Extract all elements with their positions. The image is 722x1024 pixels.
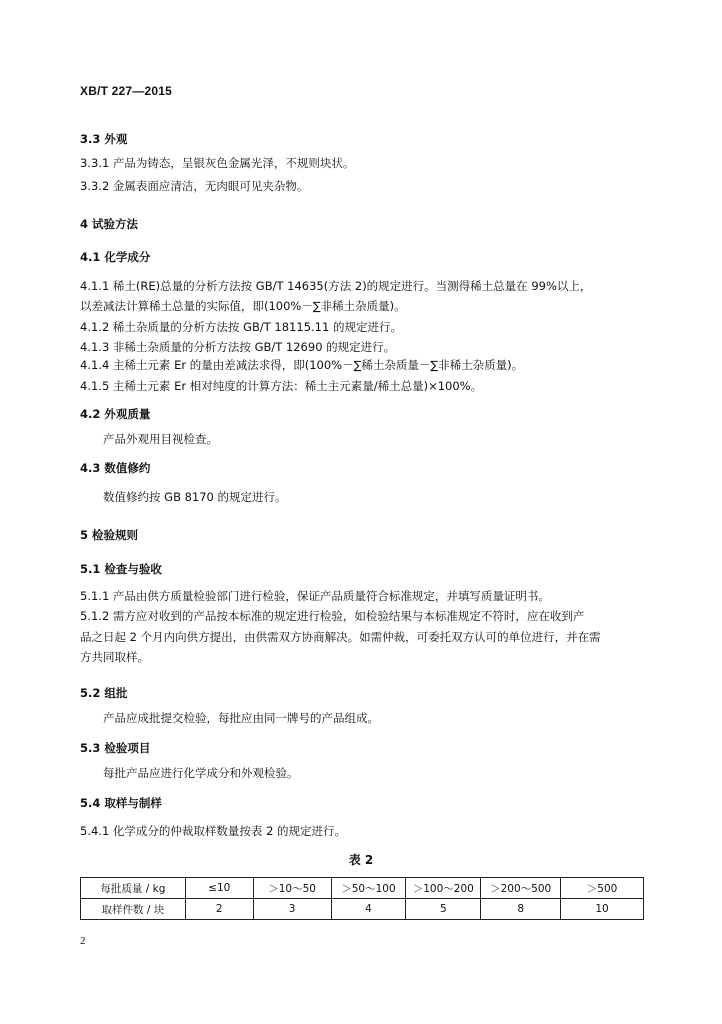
table-cell: ＞200～500 (481, 878, 561, 899)
text-line-s4-1-1a: 4.1.1 稀土(RE)总量的分析方法按 GB/T 14635(方法 2)的规定进行。当测得稀土总量在 99%以上， (80, 279, 592, 293)
table-cell: 2 (185, 899, 253, 920)
table-cell: ＞100～200 (406, 878, 481, 899)
table-cell: 3 (253, 899, 331, 920)
text-line-s4-1-3: 4.1.3 非稀土杂质量的分析方法按 GB/T 12690 的规定进行。 (80, 340, 396, 354)
text-line-s5-3: 5.3 检验项目 (80, 741, 151, 755)
table-cell: ＞50～100 (331, 878, 406, 899)
text-line-s5-1-2c: 方共同取样。 (80, 650, 149, 664)
text-line-s4: 4 试验方法 (80, 217, 139, 231)
table-cell: 10 (561, 899, 644, 920)
text-line-s5-1-1: 5.1.1 产品由供方质量检验部门进行检验，保证产品质量符合标准规定，并填写质量证明书。 (80, 589, 550, 603)
text-line-s4-1-5: 4.1.5 主稀土元素 Er 相对纯度的计算方法：稀土主元素量/稀土总量)×100%。 (80, 379, 483, 393)
text-line-s4-1-1b: 以差减法计算稀土总量的实际值，即(100%－∑非稀土杂质量)。 (80, 299, 406, 313)
text-line-s4-1-2: 4.1.2 稀土杂质量的分析方法按 GB/T 18115.11 的规定进行。 (80, 320, 402, 334)
text-line-s4-1: 4.1 化学成分 (80, 250, 151, 264)
table-cell: 8 (481, 899, 561, 920)
table-cell: 4 (331, 899, 406, 920)
table-row (81, 878, 644, 899)
table-cell: ＞10～50 (253, 878, 331, 899)
text-line-s5: 5 检验规则 (80, 528, 139, 542)
text-line-s5-2-t: 产品应成批提交检验，每批应由同一牌号的产品组成。 (103, 711, 379, 725)
table-cell: ＞500 (561, 878, 644, 899)
text-line-s5-2: 5.2 组批 (80, 686, 128, 700)
page-number: 2 (80, 935, 86, 947)
text-line-s5-4: 5.4 取样与制样 (80, 796, 162, 810)
text-line-s4-2: 4.2 外观质量 (80, 407, 151, 421)
table-cell: 取样件数 / 块 (81, 899, 186, 920)
text-line-s5-1: 5.1 检查与验收 (80, 562, 162, 576)
text-line-s3-3: 3.3 外观 (80, 132, 128, 146)
table-2-title: 表 2 (348, 853, 374, 867)
text-line-s3-3-1: 3.3.1 产品为铸态，呈银灰色金属光泽，不规则块状。 (80, 156, 355, 170)
table-cell: ≤10 (185, 878, 253, 899)
table-row (81, 899, 644, 920)
text-line-s4-1-4: 4.1.4 主稀土元素 Er 的量由差减法求得，即(100%－∑稀土杂质量－∑非稀土杂质量)。 (80, 358, 524, 372)
text-line-s3-3-2: 3.3.2 金属表面应清洁，无肉眼可见夹杂物。 (80, 179, 309, 193)
table-2 (80, 877, 644, 920)
text-line-s5-1-2a: 5.1.2 需方应对收到的产品按本标准的规定进行检验，如检验结果与本标准规定不符时，应在收到产 (80, 609, 585, 623)
text-line-s4-2-t: 产品外观用目视检查。 (103, 432, 218, 446)
standard-number: XB/T 227—2015 (80, 84, 172, 98)
table-cell: 每批质量 / kg (81, 878, 186, 899)
table-cell: 5 (406, 899, 481, 920)
text-line-s5-4-1: 5.4.1 化学成分的仲裁取样数量按表 2 的规定进行。 (80, 824, 347, 838)
text-line-s5-1-2b: 品之日起 2 个月内向供方提出，由供需双方协商解决。如需仲裁，可委托双方认可的单位进行，并在需 (80, 630, 601, 644)
text-line-s4-3-t: 数值修约按 GB 8170 的规定进行。 (103, 490, 287, 504)
text-line-s4-3: 4.3 数值修约 (80, 461, 151, 475)
text-line-s5-3-t: 每批产品应进行化学成分和外观检验。 (103, 766, 299, 780)
